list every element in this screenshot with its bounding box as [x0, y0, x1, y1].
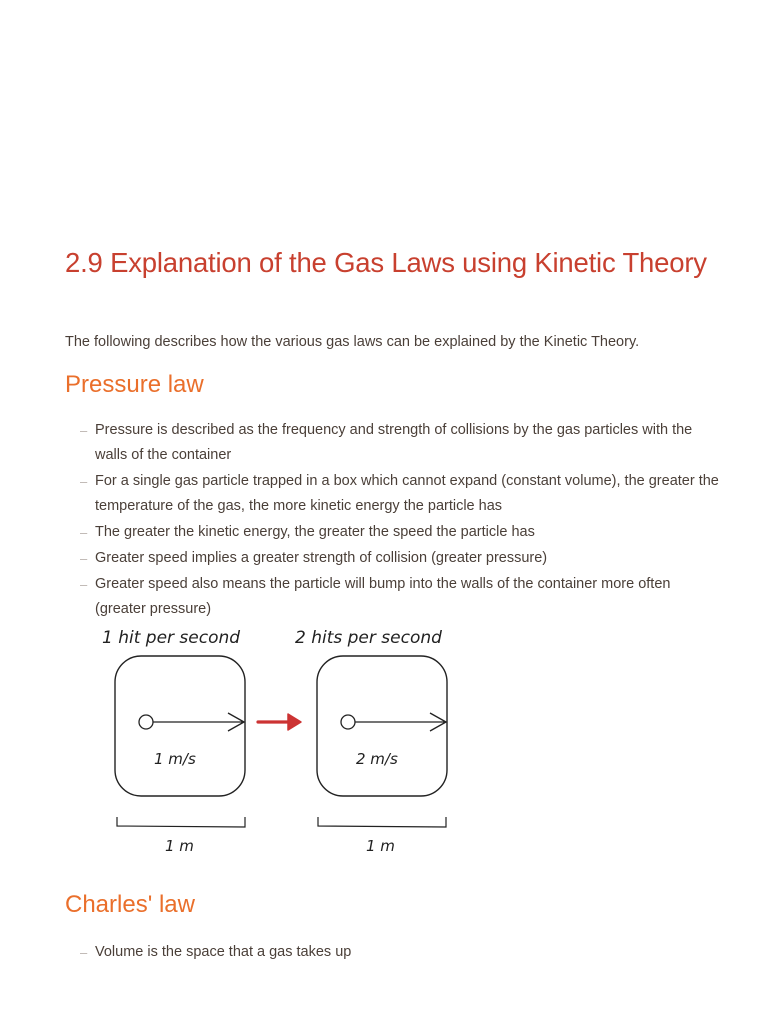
pressure-law-diagram — [90, 618, 490, 868]
pressure-law-list — [80, 418, 720, 623]
dash-bullet-icon: – — [80, 525, 88, 540]
charles-law-list — [80, 940, 720, 966]
right-velocity-arrow — [355, 713, 446, 731]
right-box-caption: 2 hits per second — [295, 628, 442, 648]
dash-bullet-icon: – — [80, 945, 88, 960]
right-container-box — [317, 656, 447, 796]
left-width-bracket — [117, 817, 245, 827]
left-box-caption: 1 hit per second — [102, 628, 241, 648]
left-velocity-arrow — [153, 713, 244, 731]
list-item — [80, 572, 720, 622]
dash-bullet-icon: – — [80, 551, 88, 566]
right-particle — [341, 715, 355, 729]
list-item-text: For a single gas particle trapped in a box which cannot expand (constant volume), the greater the temperature of the gas, the more kinetic energy the particle has — [95, 473, 719, 514]
list-item — [80, 940, 720, 965]
dash-bullet-icon: – — [80, 423, 88, 438]
intro-paragraph: The following describes how the various gas laws can be explained by the Kinetic Theory. — [65, 334, 640, 350]
transition-arrowhead — [288, 714, 301, 730]
dash-bullet-icon: – — [80, 577, 88, 592]
charles-law-heading: Charles' law — [65, 891, 195, 918]
page-title: 2.9 Explanation of the Gas Laws using Kinetic Theory — [65, 247, 707, 278]
left-container-box — [115, 656, 245, 796]
right-width-bracket — [318, 817, 446, 827]
left-particle — [139, 715, 153, 729]
list-item — [80, 418, 720, 468]
left-width-label: 1 m — [165, 837, 194, 855]
left-speed-label: 1 m/s — [154, 750, 196, 768]
dash-bullet-icon: – — [80, 474, 88, 489]
list-item — [80, 520, 720, 545]
list-item-text: Volume is the space that a gas takes up — [95, 944, 352, 960]
right-width-label: 1 m — [366, 837, 395, 855]
pressure-law-heading: Pressure law — [65, 371, 204, 398]
list-item — [80, 546, 720, 571]
list-item-text: Pressure is described as the frequency and strength of collisions by the gas particles with the walls of the container — [95, 422, 693, 463]
list-item — [80, 469, 720, 519]
right-speed-label: 2 m/s — [356, 750, 398, 768]
list-item-text: The greater the kinetic energy, the greater the speed the particle has — [95, 524, 535, 540]
list-item-text: Greater speed implies a greater strength of collision (greater pressure) — [95, 550, 548, 566]
list-item-text: Greater speed also means the particle will bump into the walls of the container more often (greater pressure) — [95, 576, 671, 617]
